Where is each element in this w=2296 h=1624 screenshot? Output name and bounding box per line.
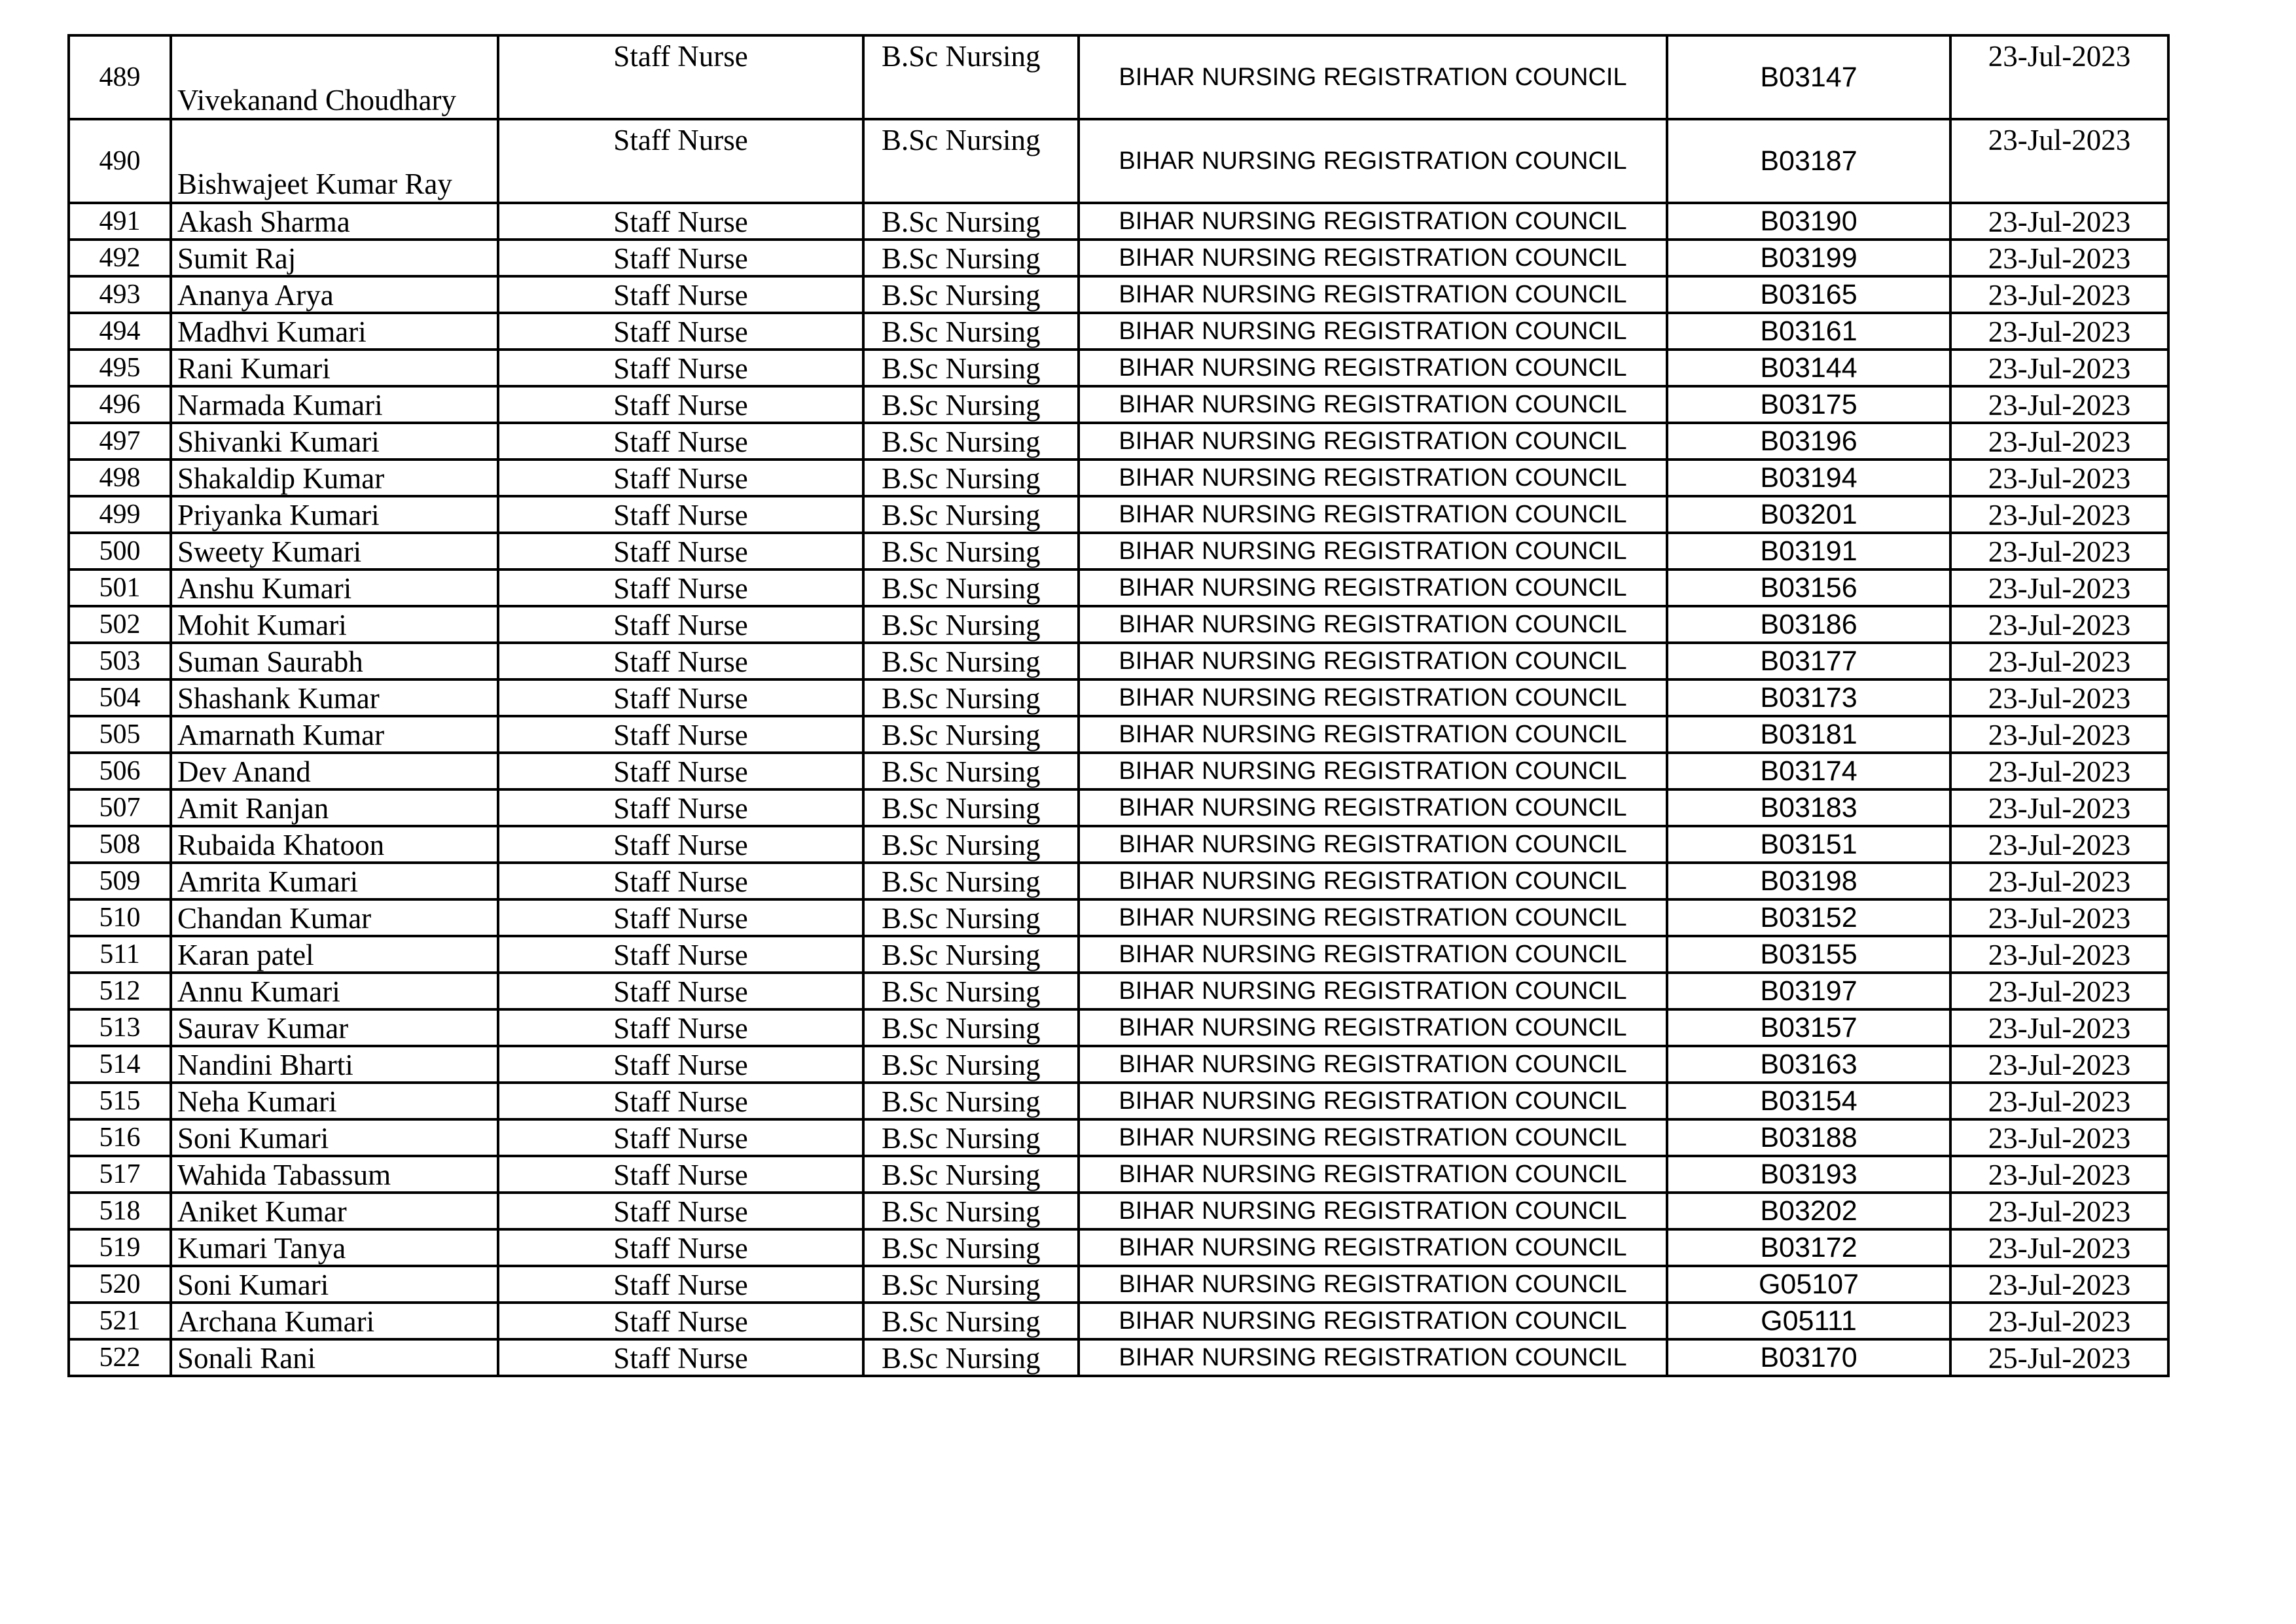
name-cell: Sonali Rani: [171, 1339, 498, 1376]
serial-number-cell: 489: [69, 35, 171, 119]
post-cell: Staff Nurse: [498, 1266, 863, 1303]
post-cell: Staff Nurse: [498, 826, 863, 863]
serial-number-cell: 493: [69, 276, 171, 313]
registration-number-cell: B03183: [1667, 789, 1950, 826]
date-cell: 23-Jul-2023: [1950, 679, 2168, 716]
council-cell: BIHAR NURSING REGISTRATION COUNCIL: [1079, 863, 1667, 899]
table-row: [69, 496, 2168, 533]
serial-number-cell: 519: [69, 1229, 171, 1266]
date-cell: 23-Jul-2023: [1950, 1156, 2168, 1193]
serial-number-cell: 503: [69, 643, 171, 679]
name-cell: Anshu Kumari: [171, 569, 498, 606]
table-row: [69, 119, 2168, 203]
council-cell: BIHAR NURSING REGISTRATION COUNCIL: [1079, 1193, 1667, 1229]
council-cell: BIHAR NURSING REGISTRATION COUNCIL: [1079, 423, 1667, 460]
registration-number-cell: B03157: [1667, 1009, 1950, 1046]
name-cell: Dev Anand: [171, 753, 498, 789]
post-cell: Staff Nurse: [498, 533, 863, 569]
table-row: [69, 1266, 2168, 1303]
table-row: [69, 716, 2168, 753]
post-cell: Staff Nurse: [498, 1193, 863, 1229]
qualification-cell: B.Sc Nursing: [863, 569, 1079, 606]
name-cell: Karan patel: [171, 936, 498, 973]
date-cell: 23-Jul-2023: [1950, 1303, 2168, 1339]
table-row: [69, 1046, 2168, 1083]
qualification-cell: B.Sc Nursing: [863, 679, 1079, 716]
council-cell: BIHAR NURSING REGISTRATION COUNCIL: [1079, 569, 1667, 606]
qualification-cell: B.Sc Nursing: [863, 1266, 1079, 1303]
council-cell: BIHAR NURSING REGISTRATION COUNCIL: [1079, 1229, 1667, 1266]
qualification-cell: B.Sc Nursing: [863, 533, 1079, 569]
serial-number-cell: 497: [69, 423, 171, 460]
serial-number-cell: 513: [69, 1009, 171, 1046]
registration-number-cell: B03147: [1667, 35, 1950, 119]
registration-number-cell: B03181: [1667, 716, 1950, 753]
name-cell: Suman Saurabh: [171, 643, 498, 679]
council-cell: BIHAR NURSING REGISTRATION COUNCIL: [1079, 1046, 1667, 1083]
name-cell: Priyanka Kumari: [171, 496, 498, 533]
table-row: [69, 863, 2168, 899]
table-row: [69, 1156, 2168, 1193]
table-row: [69, 350, 2168, 386]
table-row: [69, 606, 2168, 643]
table-row: [69, 973, 2168, 1009]
serial-number-cell: 507: [69, 789, 171, 826]
table-row: [69, 936, 2168, 973]
qualification-cell: B.Sc Nursing: [863, 826, 1079, 863]
council-cell: BIHAR NURSING REGISTRATION COUNCIL: [1079, 276, 1667, 313]
council-cell: BIHAR NURSING REGISTRATION COUNCIL: [1079, 716, 1667, 753]
council-cell: BIHAR NURSING REGISTRATION COUNCIL: [1079, 203, 1667, 240]
serial-number-cell: 504: [69, 679, 171, 716]
post-cell: Staff Nurse: [498, 1156, 863, 1193]
name-cell: Annu Kumari: [171, 973, 498, 1009]
post-cell: Staff Nurse: [498, 973, 863, 1009]
registration-number-cell: G05107: [1667, 1266, 1950, 1303]
registration-number-cell: B03186: [1667, 606, 1950, 643]
serial-number-cell: 518: [69, 1193, 171, 1229]
serial-number-cell: 495: [69, 350, 171, 386]
date-cell: 23-Jul-2023: [1950, 826, 2168, 863]
table-row: [69, 1339, 2168, 1376]
table-row: [69, 789, 2168, 826]
registration-number-cell: B03155: [1667, 936, 1950, 973]
date-cell: 23-Jul-2023: [1950, 496, 2168, 533]
registration-number-cell: B03191: [1667, 533, 1950, 569]
post-cell: Staff Nurse: [498, 789, 863, 826]
qualification-cell: B.Sc Nursing: [863, 716, 1079, 753]
council-cell: BIHAR NURSING REGISTRATION COUNCIL: [1079, 643, 1667, 679]
council-cell: BIHAR NURSING REGISTRATION COUNCIL: [1079, 753, 1667, 789]
qualification-cell: B.Sc Nursing: [863, 753, 1079, 789]
registration-number-cell: B03197: [1667, 973, 1950, 1009]
qualification-cell: B.Sc Nursing: [863, 1083, 1079, 1119]
serial-number-cell: 522: [69, 1339, 171, 1376]
council-cell: BIHAR NURSING REGISTRATION COUNCIL: [1079, 606, 1667, 643]
serial-number-cell: 491: [69, 203, 171, 240]
qualification-cell: B.Sc Nursing: [863, 1156, 1079, 1193]
serial-number-cell: 496: [69, 386, 171, 423]
council-cell: BIHAR NURSING REGISTRATION COUNCIL: [1079, 1083, 1667, 1119]
date-cell: 25-Jul-2023: [1950, 1339, 2168, 1376]
date-cell: 23-Jul-2023: [1950, 276, 2168, 313]
date-cell: 23-Jul-2023: [1950, 386, 2168, 423]
registration-number-cell: B03193: [1667, 1156, 1950, 1193]
name-cell: Saurav Kumar: [171, 1009, 498, 1046]
post-cell: Staff Nurse: [498, 313, 863, 350]
qualification-cell: B.Sc Nursing: [863, 350, 1079, 386]
council-cell: BIHAR NURSING REGISTRATION COUNCIL: [1079, 679, 1667, 716]
post-cell: Staff Nurse: [498, 679, 863, 716]
registration-number-cell: B03165: [1667, 276, 1950, 313]
name-cell: Soni Kumari: [171, 1119, 498, 1156]
qualification-cell: B.Sc Nursing: [863, 203, 1079, 240]
name-cell: Ananya Arya: [171, 276, 498, 313]
registration-number-cell: B03173: [1667, 679, 1950, 716]
table-row: [69, 533, 2168, 569]
qualification-cell: B.Sc Nursing: [863, 35, 1079, 119]
qualification-cell: B.Sc Nursing: [863, 973, 1079, 1009]
date-cell: 23-Jul-2023: [1950, 606, 2168, 643]
table-row: [69, 240, 2168, 276]
post-cell: Staff Nurse: [498, 899, 863, 936]
registration-number-cell: B03190: [1667, 203, 1950, 240]
table-row: [69, 1009, 2168, 1046]
name-cell: Rubaida Khatoon: [171, 826, 498, 863]
registration-table: [67, 34, 2170, 1377]
date-cell: 23-Jul-2023: [1950, 533, 2168, 569]
name-cell: Aniket Kumar: [171, 1193, 498, 1229]
council-cell: BIHAR NURSING REGISTRATION COUNCIL: [1079, 350, 1667, 386]
name-cell: Narmada Kumari: [171, 386, 498, 423]
name-cell: Shakaldip Kumar: [171, 460, 498, 496]
council-cell: BIHAR NURSING REGISTRATION COUNCIL: [1079, 1119, 1667, 1156]
table-row: [69, 460, 2168, 496]
post-cell: Staff Nurse: [498, 1229, 863, 1266]
registration-number-cell: B03198: [1667, 863, 1950, 899]
council-cell: BIHAR NURSING REGISTRATION COUNCIL: [1079, 1303, 1667, 1339]
name-cell: Shashank Kumar: [171, 679, 498, 716]
name-cell: Mohit Kumari: [171, 606, 498, 643]
qualification-cell: B.Sc Nursing: [863, 1303, 1079, 1339]
qualification-cell: B.Sc Nursing: [863, 1119, 1079, 1156]
table-row: [69, 1229, 2168, 1266]
registration-number-cell: B03154: [1667, 1083, 1950, 1119]
serial-number-cell: 512: [69, 973, 171, 1009]
post-cell: Staff Nurse: [498, 936, 863, 973]
date-cell: 23-Jul-2023: [1950, 716, 2168, 753]
serial-number-cell: 516: [69, 1119, 171, 1156]
date-cell: 23-Jul-2023: [1950, 350, 2168, 386]
date-cell: 23-Jul-2023: [1950, 35, 2168, 119]
registration-number-cell: B03144: [1667, 350, 1950, 386]
date-cell: 23-Jul-2023: [1950, 240, 2168, 276]
post-cell: Staff Nurse: [498, 716, 863, 753]
table-row: [69, 35, 2168, 119]
table-row: [69, 1119, 2168, 1156]
post-cell: Staff Nurse: [498, 423, 863, 460]
council-cell: BIHAR NURSING REGISTRATION COUNCIL: [1079, 1266, 1667, 1303]
registration-number-cell: B03172: [1667, 1229, 1950, 1266]
table-row: [69, 826, 2168, 863]
post-cell: Staff Nurse: [498, 35, 863, 119]
registration-number-cell: B03177: [1667, 643, 1950, 679]
date-cell: 23-Jul-2023: [1950, 899, 2168, 936]
date-cell: 23-Jul-2023: [1950, 1229, 2168, 1266]
post-cell: Staff Nurse: [498, 350, 863, 386]
council-cell: BIHAR NURSING REGISTRATION COUNCIL: [1079, 936, 1667, 973]
qualification-cell: B.Sc Nursing: [863, 119, 1079, 203]
date-cell: 23-Jul-2023: [1950, 569, 2168, 606]
registration-number-cell: B03187: [1667, 119, 1950, 203]
post-cell: Staff Nurse: [498, 1303, 863, 1339]
qualification-cell: B.Sc Nursing: [863, 1046, 1079, 1083]
registration-number-cell: B03161: [1667, 313, 1950, 350]
post-cell: Staff Nurse: [498, 203, 863, 240]
post-cell: Staff Nurse: [498, 1119, 863, 1156]
qualification-cell: B.Sc Nursing: [863, 936, 1079, 973]
date-cell: 23-Jul-2023: [1950, 423, 2168, 460]
registration-number-cell: B03202: [1667, 1193, 1950, 1229]
name-cell: Soni Kumari: [171, 1266, 498, 1303]
qualification-cell: B.Sc Nursing: [863, 606, 1079, 643]
serial-number-cell: 494: [69, 313, 171, 350]
registration-number-cell: B03174: [1667, 753, 1950, 789]
qualification-cell: B.Sc Nursing: [863, 313, 1079, 350]
qualification-cell: B.Sc Nursing: [863, 899, 1079, 936]
registration-number-cell: B03175: [1667, 386, 1950, 423]
name-cell: Amit Ranjan: [171, 789, 498, 826]
name-cell: Wahida Tabassum: [171, 1156, 498, 1193]
qualification-cell: B.Sc Nursing: [863, 240, 1079, 276]
council-cell: BIHAR NURSING REGISTRATION COUNCIL: [1079, 899, 1667, 936]
registration-number-cell: B03194: [1667, 460, 1950, 496]
date-cell: 23-Jul-2023: [1950, 789, 2168, 826]
date-cell: 23-Jul-2023: [1950, 1119, 2168, 1156]
council-cell: BIHAR NURSING REGISTRATION COUNCIL: [1079, 119, 1667, 203]
serial-number-cell: 498: [69, 460, 171, 496]
post-cell: Staff Nurse: [498, 276, 863, 313]
name-cell: Nandini Bharti: [171, 1046, 498, 1083]
qualification-cell: B.Sc Nursing: [863, 460, 1079, 496]
qualification-cell: B.Sc Nursing: [863, 386, 1079, 423]
registration-number-cell: B03156: [1667, 569, 1950, 606]
table-row: [69, 276, 2168, 313]
qualification-cell: B.Sc Nursing: [863, 789, 1079, 826]
serial-number-cell: 521: [69, 1303, 171, 1339]
table-row: [69, 203, 2168, 240]
table-row: [69, 386, 2168, 423]
council-cell: BIHAR NURSING REGISTRATION COUNCIL: [1079, 789, 1667, 826]
council-cell: BIHAR NURSING REGISTRATION COUNCIL: [1079, 460, 1667, 496]
date-cell: 23-Jul-2023: [1950, 863, 2168, 899]
table-row: [69, 423, 2168, 460]
qualification-cell: B.Sc Nursing: [863, 643, 1079, 679]
council-cell: BIHAR NURSING REGISTRATION COUNCIL: [1079, 386, 1667, 423]
serial-number-cell: 520: [69, 1266, 171, 1303]
date-cell: 23-Jul-2023: [1950, 1009, 2168, 1046]
registration-number-cell: B03163: [1667, 1046, 1950, 1083]
qualification-cell: B.Sc Nursing: [863, 276, 1079, 313]
post-cell: Staff Nurse: [498, 460, 863, 496]
post-cell: Staff Nurse: [498, 643, 863, 679]
serial-number-cell: 499: [69, 496, 171, 533]
name-cell: Amrita Kumari: [171, 863, 498, 899]
serial-number-cell: 511: [69, 936, 171, 973]
qualification-cell: B.Sc Nursing: [863, 1229, 1079, 1266]
post-cell: Staff Nurse: [498, 386, 863, 423]
post-cell: Staff Nurse: [498, 119, 863, 203]
council-cell: BIHAR NURSING REGISTRATION COUNCIL: [1079, 973, 1667, 1009]
registration-number-cell: B03201: [1667, 496, 1950, 533]
table-row: [69, 753, 2168, 789]
serial-number-cell: 505: [69, 716, 171, 753]
table-row: [69, 569, 2168, 606]
date-cell: 23-Jul-2023: [1950, 1046, 2168, 1083]
registration-number-cell: G05111: [1667, 1303, 1950, 1339]
serial-number-cell: 510: [69, 899, 171, 936]
post-cell: Staff Nurse: [498, 1046, 863, 1083]
qualification-cell: B.Sc Nursing: [863, 1193, 1079, 1229]
post-cell: Staff Nurse: [498, 240, 863, 276]
council-cell: BIHAR NURSING REGISTRATION COUNCIL: [1079, 826, 1667, 863]
qualification-cell: B.Sc Nursing: [863, 1339, 1079, 1376]
serial-number-cell: 492: [69, 240, 171, 276]
name-cell: Shivanki Kumari: [171, 423, 498, 460]
name-cell: Chandan Kumar: [171, 899, 498, 936]
date-cell: 23-Jul-2023: [1950, 753, 2168, 789]
registration-number-cell: B03152: [1667, 899, 1950, 936]
name-cell: Madhvi Kumari: [171, 313, 498, 350]
table-row: [69, 313, 2168, 350]
date-cell: 23-Jul-2023: [1950, 973, 2168, 1009]
name-cell: Akash Sharma: [171, 203, 498, 240]
name-cell: Neha Kumari: [171, 1083, 498, 1119]
council-cell: BIHAR NURSING REGISTRATION COUNCIL: [1079, 35, 1667, 119]
name-cell: Sweety Kumari: [171, 533, 498, 569]
serial-number-cell: 509: [69, 863, 171, 899]
table-row: [69, 679, 2168, 716]
table-row: [69, 1083, 2168, 1119]
council-cell: BIHAR NURSING REGISTRATION COUNCIL: [1079, 496, 1667, 533]
council-cell: BIHAR NURSING REGISTRATION COUNCIL: [1079, 1009, 1667, 1046]
council-cell: BIHAR NURSING REGISTRATION COUNCIL: [1079, 240, 1667, 276]
post-cell: Staff Nurse: [498, 496, 863, 533]
name-cell: Archana Kumari: [171, 1303, 498, 1339]
date-cell: 23-Jul-2023: [1950, 460, 2168, 496]
table-row: [69, 1303, 2168, 1339]
date-cell: 23-Jul-2023: [1950, 1266, 2168, 1303]
council-cell: BIHAR NURSING REGISTRATION COUNCIL: [1079, 1339, 1667, 1376]
post-cell: Staff Nurse: [498, 569, 863, 606]
registration-number-cell: B03188: [1667, 1119, 1950, 1156]
table-body: [69, 35, 2168, 1376]
date-cell: 23-Jul-2023: [1950, 313, 2168, 350]
serial-number-cell: 506: [69, 753, 171, 789]
table-row: [69, 1193, 2168, 1229]
post-cell: Staff Nurse: [498, 863, 863, 899]
date-cell: 23-Jul-2023: [1950, 1083, 2168, 1119]
serial-number-cell: 508: [69, 826, 171, 863]
post-cell: Staff Nurse: [498, 606, 863, 643]
serial-number-cell: 500: [69, 533, 171, 569]
qualification-cell: B.Sc Nursing: [863, 423, 1079, 460]
serial-number-cell: 517: [69, 1156, 171, 1193]
name-cell: Amarnath Kumar: [171, 716, 498, 753]
name-cell: Bishwajeet Kumar Ray: [171, 119, 498, 203]
post-cell: Staff Nurse: [498, 1009, 863, 1046]
table-row: [69, 643, 2168, 679]
post-cell: Staff Nurse: [498, 1339, 863, 1376]
qualification-cell: B.Sc Nursing: [863, 1009, 1079, 1046]
serial-number-cell: 515: [69, 1083, 171, 1119]
name-cell: Sumit Raj: [171, 240, 498, 276]
post-cell: Staff Nurse: [498, 1083, 863, 1119]
registration-number-cell: B03196: [1667, 423, 1950, 460]
council-cell: BIHAR NURSING REGISTRATION COUNCIL: [1079, 533, 1667, 569]
registration-number-cell: B03170: [1667, 1339, 1950, 1376]
council-cell: BIHAR NURSING REGISTRATION COUNCIL: [1079, 313, 1667, 350]
serial-number-cell: 514: [69, 1046, 171, 1083]
registration-number-cell: B03199: [1667, 240, 1950, 276]
name-cell: Rani Kumari: [171, 350, 498, 386]
council-cell: BIHAR NURSING REGISTRATION COUNCIL: [1079, 1156, 1667, 1193]
serial-number-cell: 501: [69, 569, 171, 606]
date-cell: 23-Jul-2023: [1950, 936, 2168, 973]
table-row: [69, 899, 2168, 936]
date-cell: 23-Jul-2023: [1950, 1193, 2168, 1229]
date-cell: 23-Jul-2023: [1950, 119, 2168, 203]
qualification-cell: B.Sc Nursing: [863, 496, 1079, 533]
name-cell: Kumari Tanya: [171, 1229, 498, 1266]
qualification-cell: B.Sc Nursing: [863, 863, 1079, 899]
post-cell: Staff Nurse: [498, 753, 863, 789]
serial-number-cell: 490: [69, 119, 171, 203]
registration-number-cell: B03151: [1667, 826, 1950, 863]
name-cell: Vivekanand Choudhary: [171, 35, 498, 119]
serial-number-cell: 502: [69, 606, 171, 643]
date-cell: 23-Jul-2023: [1950, 203, 2168, 240]
date-cell: 23-Jul-2023: [1950, 643, 2168, 679]
